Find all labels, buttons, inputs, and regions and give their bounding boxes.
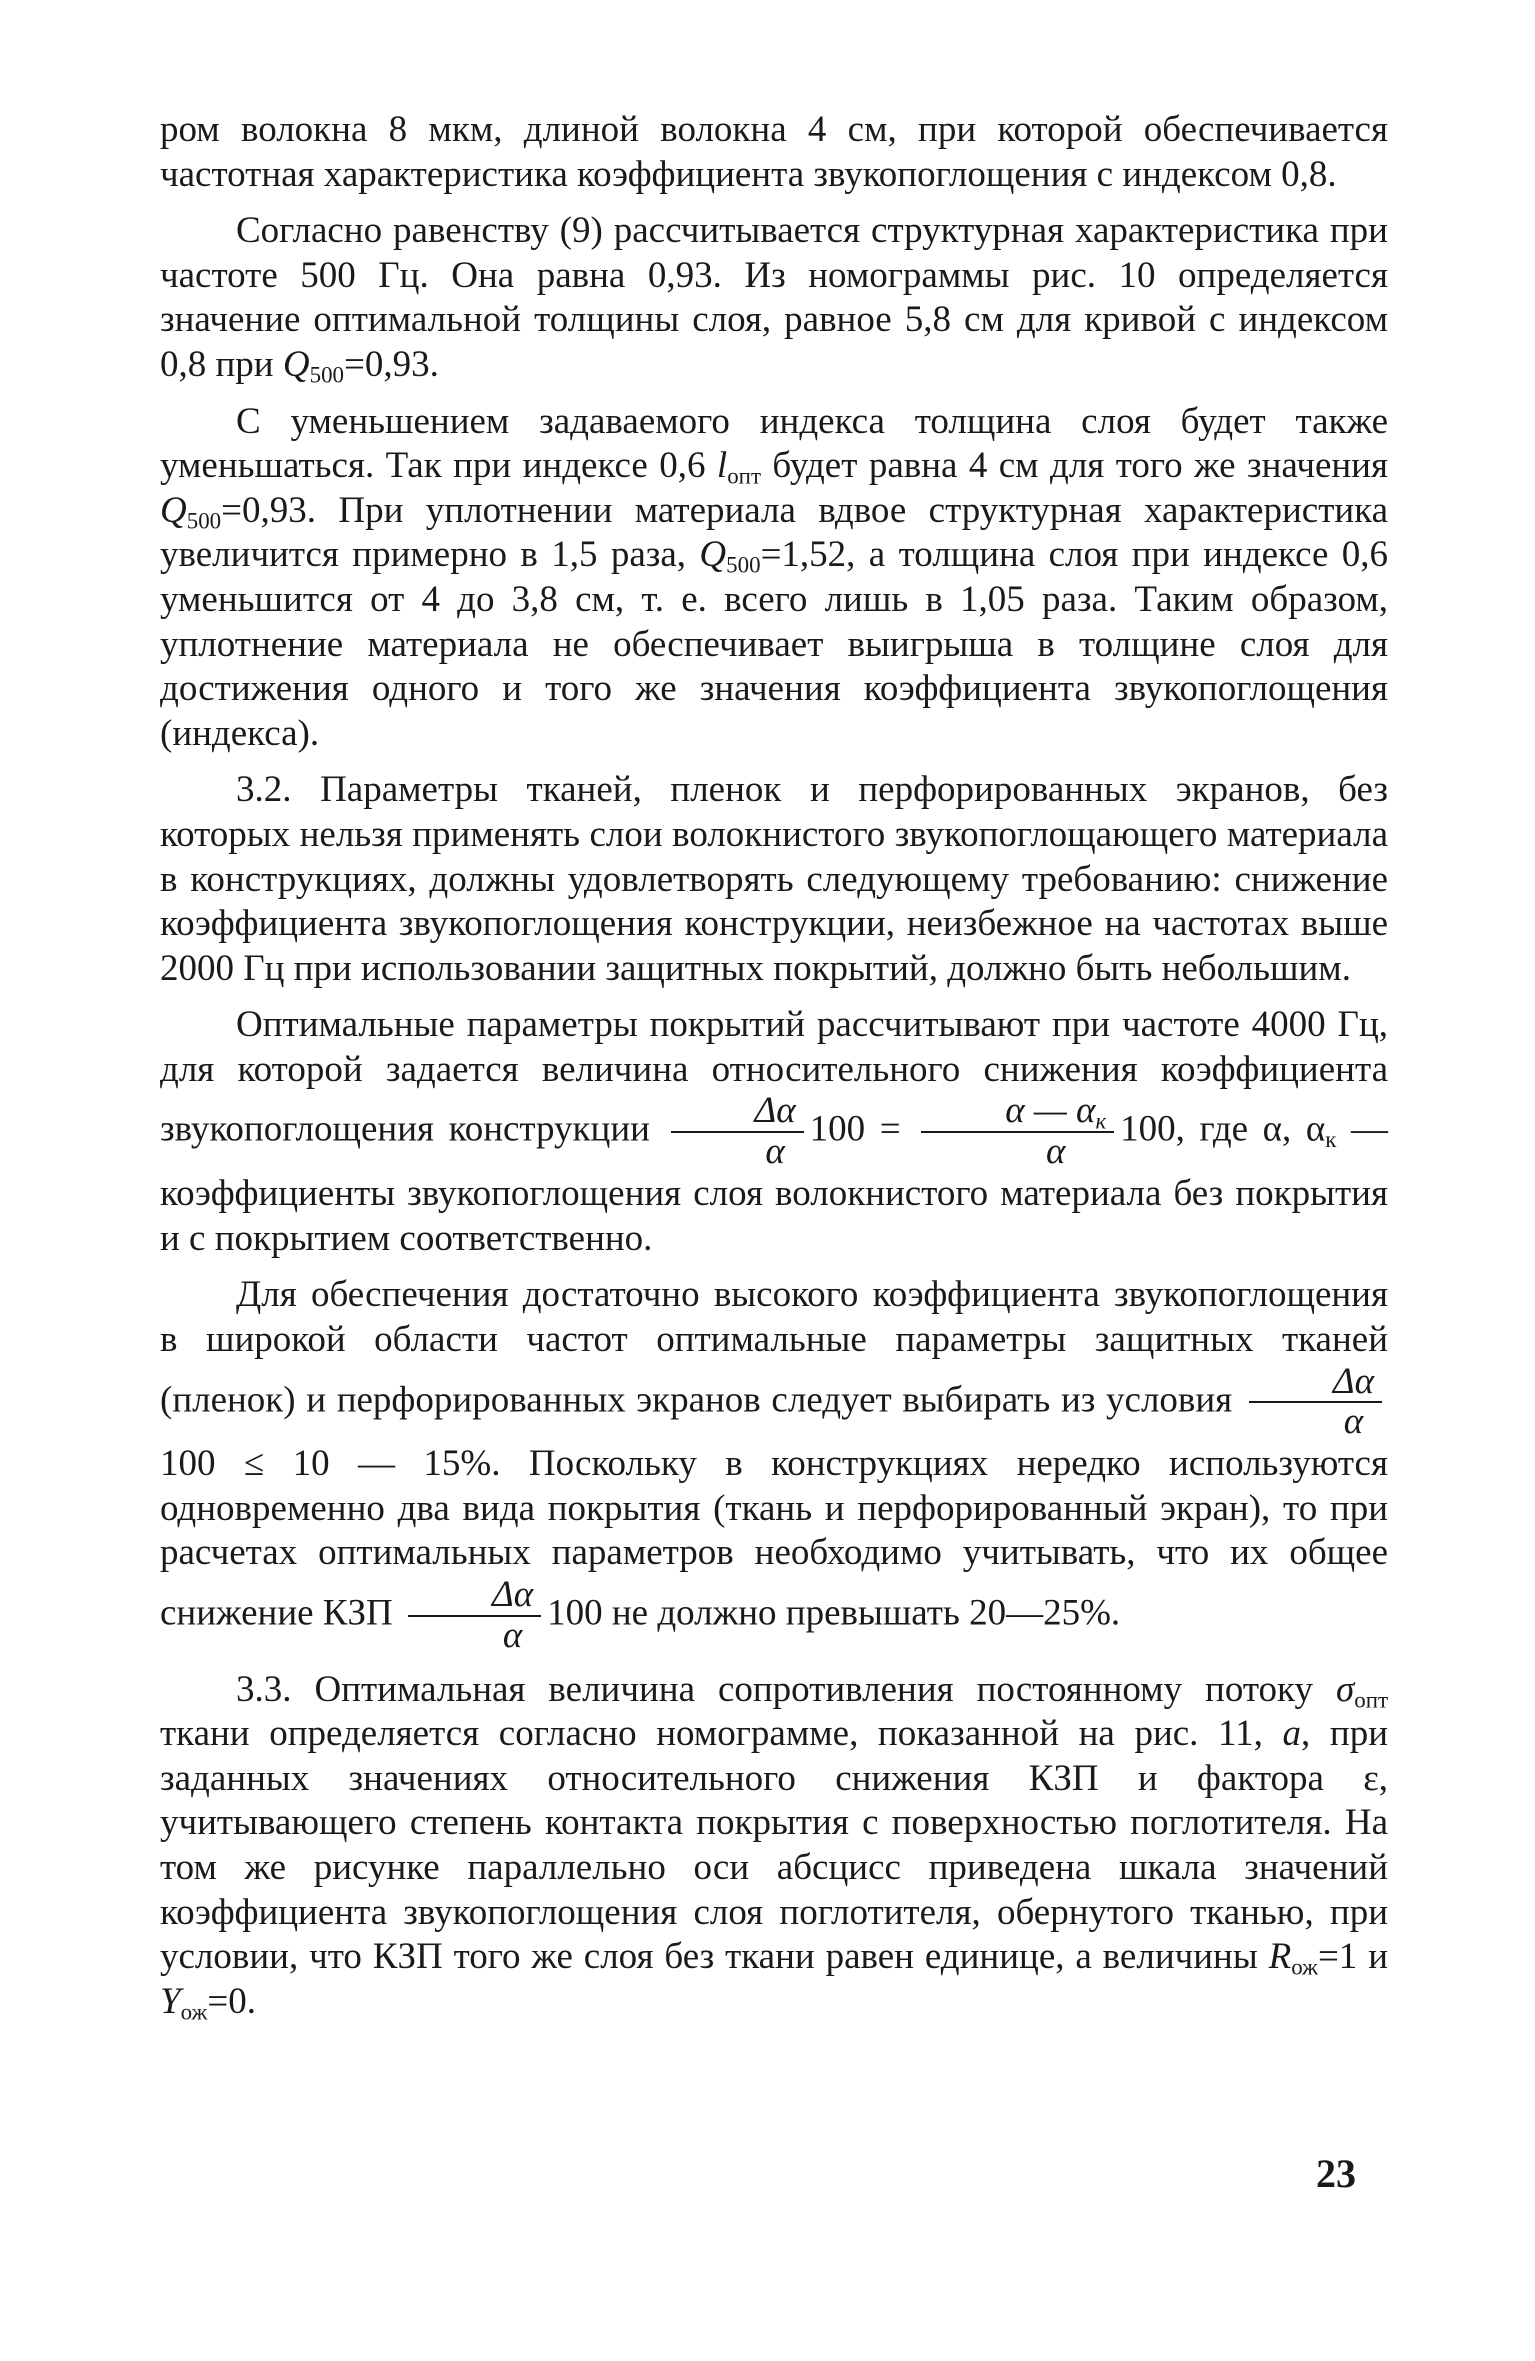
page-number: 23 xyxy=(1316,2151,1356,2196)
section-3-3: 3.3. Оптимальная величина сопротивления постоянному потоку $\sigma_{опт}$ ткани определяется согласно номограмме, показанной на рис. 11, а, при заданных значениях относительного снижения КЗП и фактора ε, учитывающего степень контакта покрытия с поверхностью поглотителя. На том же рисунке параллельно оси абсцисс приведена шкала значений коэффициента звукопоглощения слоя поглотителя, обернутого тканью, при условии, что КЗП того же слоя без ткани равен единице, а величины $R_{ож}=1$ и $Y_{ож}=0$. xyxy=(160,1668,1388,2025)
section-3-2: 3.2. Параметры тканей, пленок и перфорированных экранов, без которых нельзя применять слои волокнистого звукопоглощающего материала в конструкциях, должны удовлетворять следующему требованию: снижение коэффициента звукопоглощения конструкции, неизбежное на частотах выше 2000 Гц при использовании защитных покрытий, должно быть небольшим. xyxy=(160,769,1388,989)
paragraph-optimal-parameters: Оптимальные параметры покрытий рассчитывают при частоте 4000 Гц, для которой задается величина относительного снижения коэффициента звукопоглощения конструкции $\frac{\Delta\alpha}{\alpha}$ 100 = $\frac{\alpha — \alpha_к}{\alpha}$ 100, где α, $\alpha_к$ — коэффициенты звукопоглощения слоя волокнистого материала без покрытия и с покрытием соответственно. xyxy=(160,1004,1388,1259)
body-text xyxy=(160,108,1388,2024)
paragraph-index-reduction: С уменьшением задаваемого индекса толщина слоя будет также уменьшаться. Так при индексе 0,6 $l_{опт}$ будет равна 4 см для того же значения $Q_{500}=0,93$. При уплотнении материала вдвое структурная характеристика увеличится примерно в 1,5 раза, $Q_{500}=1,52$, а толщина слоя при индексе 0,6 уменьшится от 4 до 3,8 см, т. е. всего лишь в 1,05 раза. Таким образом, уплотнение материала не обеспечивает выигрыша в толщине слоя для достижения одного и того же значения коэффициента звукопоглощения (индекса). xyxy=(160,400,1388,754)
fraction-alpha-difference: $\frac{\alpha — \alpha_к}{\alpha}$ xyxy=(921,1092,1114,1172)
paragraph-high-absorption: Для обеспечения достаточно высокого коэффициента звукопоглощения в широкой области частот оптимальные параметры защитных тканей (пленок) и перфорированных экранов следует выбирать из условия $\frac{\Delta\alpha}{\alpha}$ 100 ≤ 10 — 15%. Поскольку в конструкциях нередко используются одновременно два вида покрытия (ткань и перфорированный экран), то при расчетах оптимальных параметров необходимо учитывать, что их общее снижение КЗП $\frac{\Delta\alpha}{\alpha}$ 100 не должно превышать 20—25%. xyxy=(160,1274,1388,1656)
section-number: 3.3. xyxy=(236,1668,292,1710)
paragraph-continuation: ром волокна 8 мкм, длиной волокна 4 см, при которой обеспечивается частотная характеристика коэффициента звукопоглощения с индексом 0,8. xyxy=(160,109,1388,195)
section-number: 3.2. xyxy=(236,769,292,811)
fraction-delta-alpha: $\frac{\Delta\alpha}{\alpha}$ xyxy=(671,1092,804,1172)
paragraph-structural-characteristic: Согласно равенству (9) рассчитывается структурная характеристика при частоте 500 Гц. Она равна 0,93. Из номограммы рис. 10 определяется значение оптимальной толщины слоя, равное 5,8 см для кривой с индексом 0,8 при $Q_{500}=0,93$. xyxy=(160,210,1388,388)
fraction-total-reduction: $\frac{\Delta\alpha}{\alpha}$ xyxy=(408,1576,541,1656)
fraction-condition: $\frac{\Delta\alpha}{\alpha}$ xyxy=(1249,1363,1382,1443)
